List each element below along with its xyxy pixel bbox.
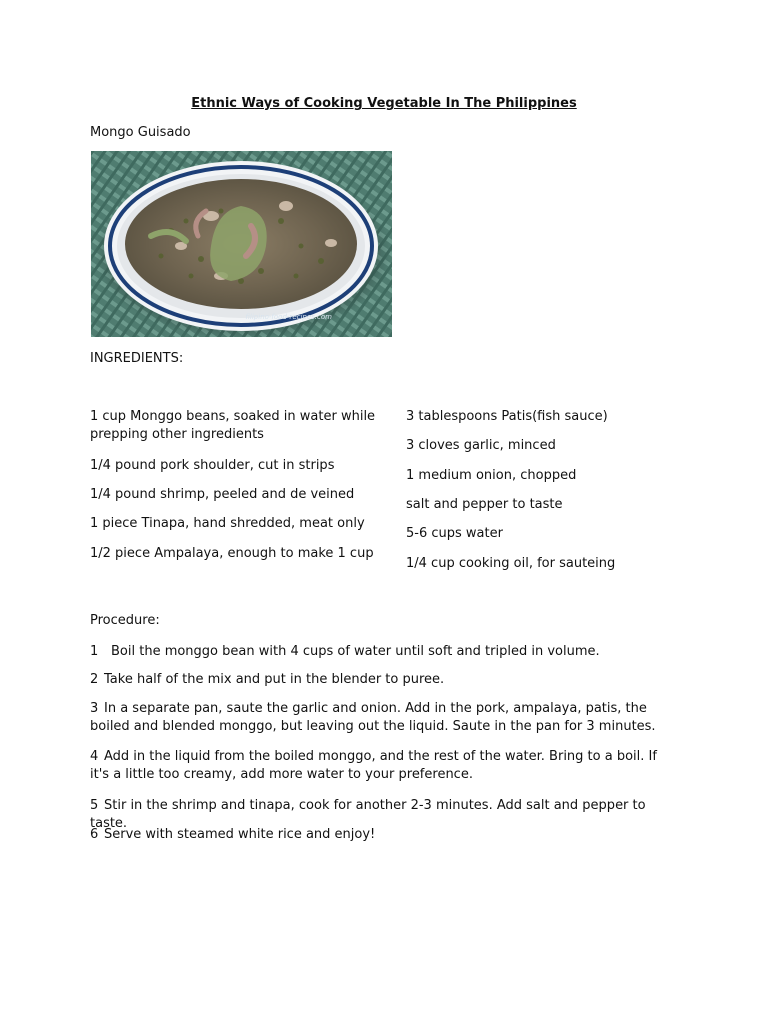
step-number: 4 — [90, 749, 99, 764]
step-text: Add in the liquid from the boiled monggo, and the rest of the water. Bring to a boil. If it's a little too creamy, add more water to your preference. — [90, 749, 657, 782]
step-number: 2 — [90, 672, 99, 687]
dish-name: Mongo Guisado — [90, 125, 191, 140]
ingredients-heading: INGREDIENTS: — [90, 351, 184, 366]
step-number: 6 — [90, 827, 99, 842]
step-number: 5 — [90, 798, 99, 813]
step-text: Take half of the mix and put in the blender to puree. — [104, 672, 445, 687]
list-item: 1 piece Tinapa, hand shredded, meat only — [90, 516, 365, 531]
procedure-step — [90, 671, 680, 689]
list-item: 3 cloves garlic, minced — [406, 438, 556, 453]
list-item: 3 tablespoons Patis(fish sauce) — [406, 409, 608, 424]
step-text: Serve with steamed white rice and enjoy! — [104, 827, 376, 842]
soup-bowl-photo-icon — [91, 151, 392, 337]
list-item: salt and pepper to taste — [406, 497, 563, 512]
list-item: 1/4 pound shrimp, peeled and de veined — [90, 487, 355, 502]
page-title: Ethnic Ways of Cooking Vegetable In The Philippines — [191, 96, 577, 111]
procedure-heading: Procedure: — [90, 613, 160, 628]
dish-photo — [91, 151, 392, 337]
procedure-step — [90, 643, 680, 661]
list-item: 1/2 piece Ampalaya, enough to make 1 cup — [90, 546, 374, 561]
step-text: In a separate pan, saute the garlic and onion. Add in the pork, ampalaya, patis, the boiled and blended monggo, but leaving out the liquid. Saute in the pan for 3 minutes. — [90, 701, 656, 734]
list-item: 5-6 cups water — [406, 526, 503, 541]
procedure-step — [90, 700, 680, 736]
step-text: Boil the monggo bean with 4 cups of water until soft and tripled in volume. — [111, 644, 600, 659]
step-text: Stir in the shrimp and tinapa, cook for another 2-3 minutes. Add salt and pepper to taste. — [90, 798, 646, 831]
step-number: 3 — [90, 701, 99, 716]
list-item: 1/4 cup cooking oil, for sauteing — [406, 556, 616, 571]
list-item: 1 medium onion, chopped — [406, 468, 577, 483]
procedure-step — [90, 826, 680, 844]
step-number: 1 — [90, 644, 99, 659]
procedure-step — [90, 748, 680, 784]
photo-watermark: filipino-food-recipes.com — [245, 313, 332, 321]
list-item: 1 cup Monggo beans, soaked in water while prepping other ingredients — [90, 409, 376, 442]
list-item: 1/4 pound pork shoulder, cut in strips — [90, 458, 335, 473]
